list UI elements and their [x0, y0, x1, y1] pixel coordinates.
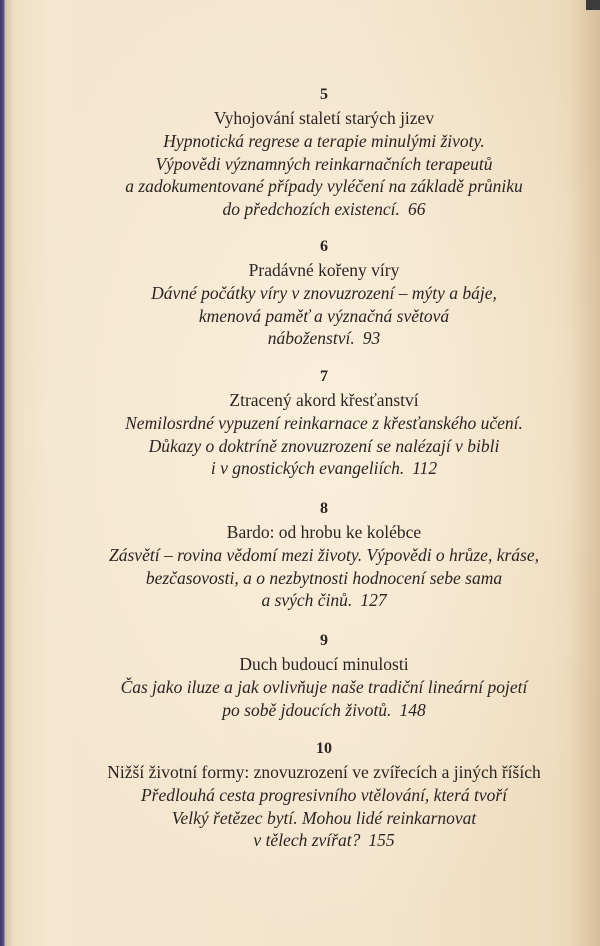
chapter-number: 6: [320, 238, 328, 255]
page-number: 66: [407, 199, 426, 220]
chapter-description-text: po sobě jdoucích životů.: [222, 699, 392, 720]
chapter-title: Vyhojování staletí starých jizev: [213, 108, 435, 128]
chapter-title: Nižší životní formy: znovuzrození ve zvířecích a jiných říších: [107, 762, 541, 782]
page-number: 148: [399, 699, 426, 720]
page-number: 127: [360, 590, 387, 611]
chapter-description-line: a zadokumentované případy vyléčení na základě průniku: [125, 176, 523, 197]
chapter-description-line: kmenová paměť a význačná světová: [198, 305, 450, 326]
chapter-description-line: [14, 457, 600, 480]
chapter-description-text: i v gnostických evangeliích.: [210, 458, 405, 479]
chapter-number: 5: [320, 86, 328, 103]
page-number: 155: [368, 830, 395, 851]
chapter-description-line: [14, 829, 600, 852]
chapter-description-line: Velký řetězec bytí. Mohou lidé reinkarnovat: [171, 807, 477, 828]
chapter-description-line: [14, 699, 600, 722]
chapter-description-line: Dávné počátky víry v znovuzrození – mýty a báje,: [151, 282, 497, 303]
toc-entry-9: [14, 630, 600, 721]
chapter-title: Ztracený akord křesťanství: [229, 390, 419, 410]
chapter-description-text: náboženství.: [267, 328, 355, 349]
page-number: 112: [412, 458, 438, 479]
chapter-description-text: v tělech zvířat?: [253, 830, 361, 851]
chapter-description-text: a svých činů.: [261, 590, 353, 611]
chapter-description-line: Důkazy o doktríně znovuzrození se nalézají v bibli: [148, 435, 500, 456]
corner-background: [586, 0, 600, 10]
chapter-description-line: [14, 589, 600, 612]
chapter-number: 10: [316, 740, 332, 757]
chapter-title: Bardo: od hrobu ke kolébce: [226, 522, 422, 542]
toc-entry-7: [14, 366, 600, 480]
chapter-description-line: [14, 327, 600, 350]
toc-entry-8: [14, 498, 600, 612]
toc-entry-5: [14, 84, 600, 221]
chapter-title: Duch budoucí minulosti: [239, 654, 409, 674]
chapter-number: 8: [320, 500, 328, 517]
chapter-number: 9: [320, 632, 328, 649]
chapter-description-line: Výpovědi významných reinkarnačních terapeutů: [155, 153, 493, 174]
chapter-description-line: Zásvětí – rovina vědomí mezi životy. Výpovědi o hrůze, kráse,: [109, 544, 539, 565]
chapter-description-line: bezčasovosti, a o nezbytnosti hodnocení sebe sama: [145, 567, 503, 588]
chapter-number: 7: [320, 368, 328, 385]
toc-entry-6: [14, 236, 600, 350]
chapter-description-text: do předchozích existencí.: [222, 199, 400, 220]
chapter-description-line: Hypnotická regrese a terapie minulými životy.: [163, 130, 485, 151]
chapter-description-line: [14, 198, 600, 221]
page-gutter-shadow: [6, 0, 14, 946]
chapter-title: Pradávné kořeny víry: [248, 260, 400, 280]
chapter-description-line: Čas jako iluze a jak ovlivňuje naše tradiční lineární pojetí: [120, 676, 528, 697]
toc-entry-10: [14, 738, 600, 852]
page-number: 93: [362, 328, 381, 349]
chapter-description-line: Předlouhá cesta progresivního vtělování, která tvoří: [140, 784, 508, 805]
chapter-description-line: Nemilosrdné vypuzení reinkarnace z křesťanského učení.: [125, 412, 523, 433]
